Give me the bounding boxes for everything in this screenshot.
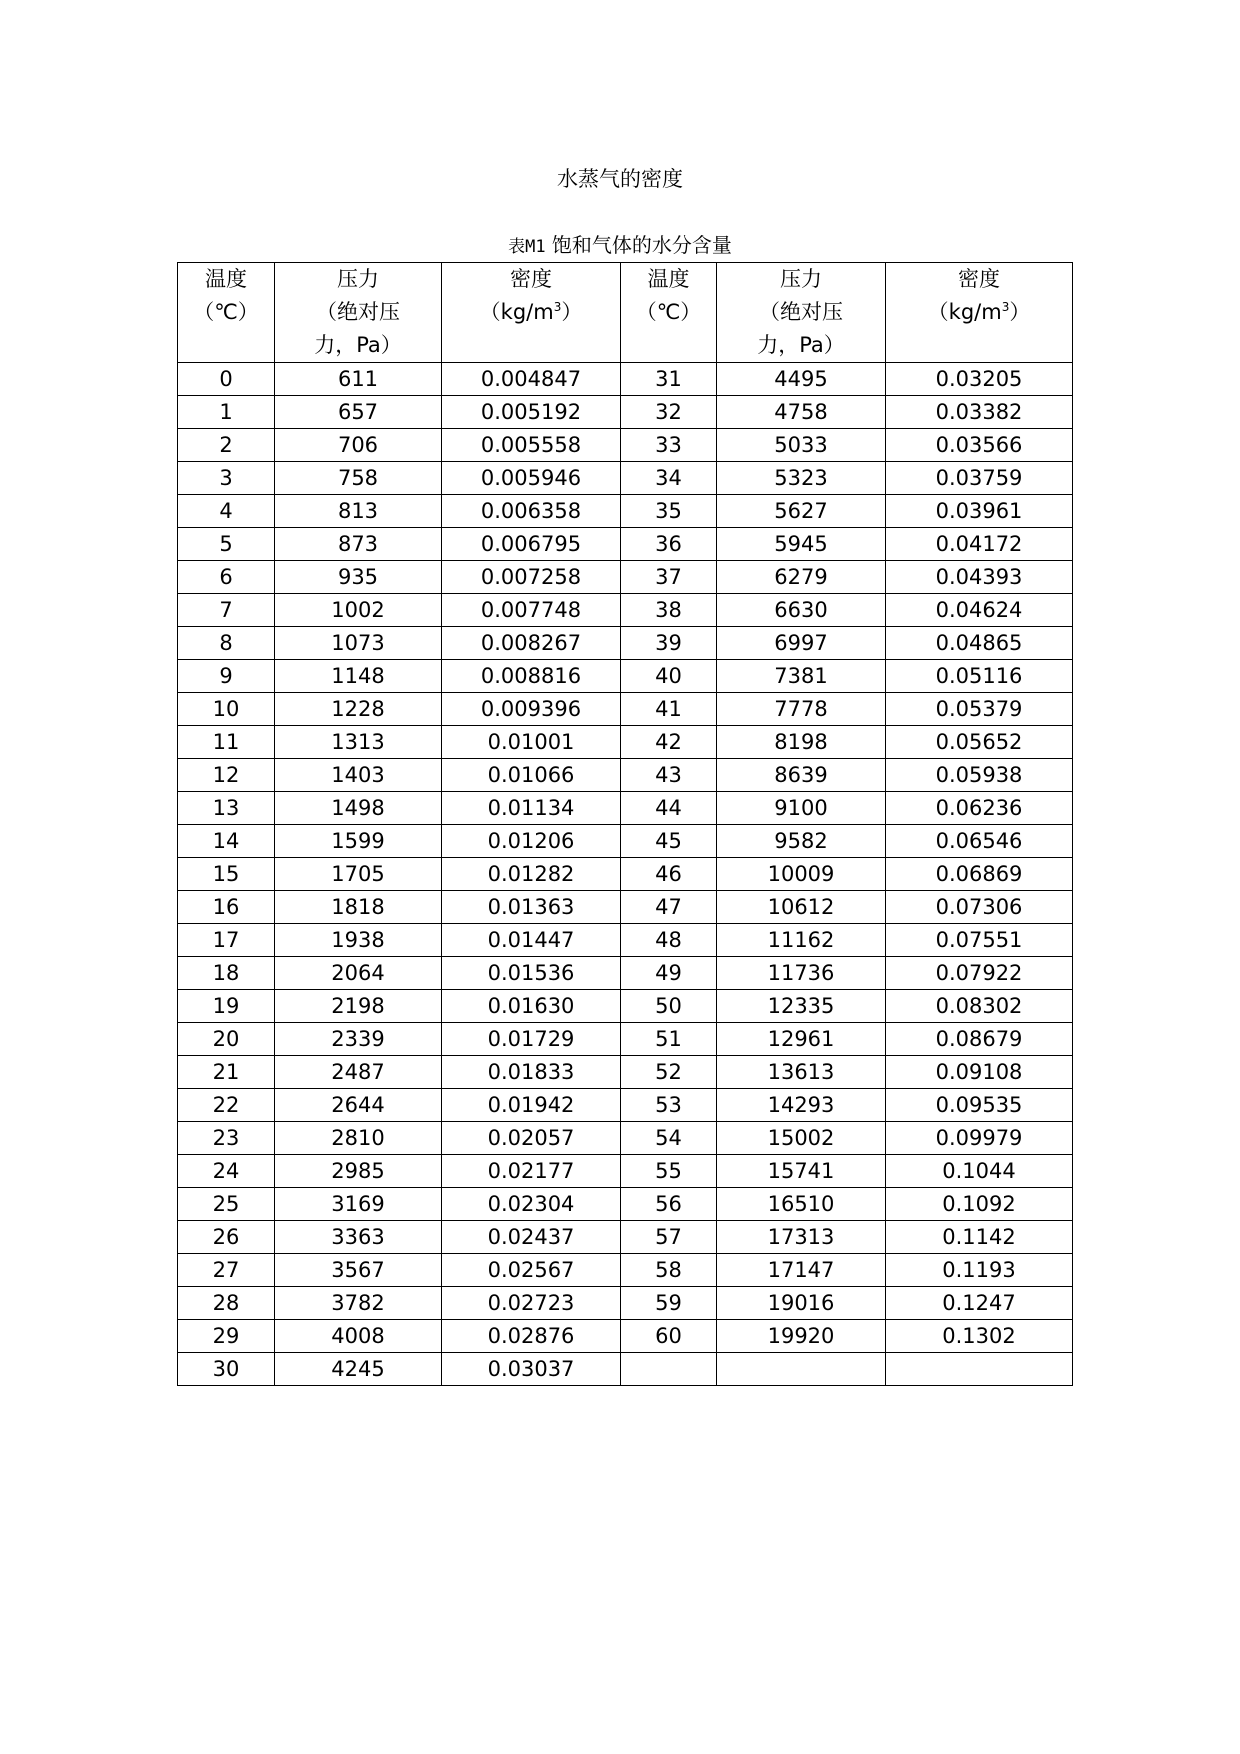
pressure-cell: 5945 (717, 528, 886, 561)
density-cell: 0.07306 (886, 891, 1073, 924)
table-row (178, 957, 1073, 990)
density-cell: 0.01066 (442, 759, 621, 792)
temperature-cell: 29 (178, 1320, 275, 1353)
pressure-cell: 5323 (717, 462, 886, 495)
temperature-cell: 10 (178, 693, 275, 726)
pressure-cell: 758 (275, 462, 442, 495)
temperature-cell: 12 (178, 759, 275, 792)
density-cell: 0.01134 (442, 792, 621, 825)
pressure-cell: 10009 (717, 858, 886, 891)
density-cell: 0.01001 (442, 726, 621, 759)
table-row (178, 825, 1073, 858)
table-row (178, 1056, 1073, 1089)
temperature-cell: 33 (621, 429, 717, 462)
density-cell: 0.009396 (442, 693, 621, 726)
pressure-cell: 7381 (717, 660, 886, 693)
pressure-cell: 813 (275, 495, 442, 528)
table-row (178, 363, 1073, 396)
temperature-cell: 58 (621, 1254, 717, 1287)
table-row (178, 1254, 1073, 1287)
pressure-cell: 13613 (717, 1056, 886, 1089)
temperature-cell (621, 1353, 717, 1386)
density-cell: 0.02723 (442, 1287, 621, 1320)
density-cell: 0.006795 (442, 528, 621, 561)
density-cell: 0.05116 (886, 660, 1073, 693)
density-cell: 0.005192 (442, 396, 621, 429)
temperature-cell: 5 (178, 528, 275, 561)
density-cell: 0.06236 (886, 792, 1073, 825)
density-cell: 0.02057 (442, 1122, 621, 1155)
temperature-cell: 20 (178, 1023, 275, 1056)
temperature-cell: 24 (178, 1155, 275, 1188)
temperature-cell: 3 (178, 462, 275, 495)
density-cell: 0.07551 (886, 924, 1073, 957)
table-row (178, 759, 1073, 792)
density-cell: 0.05938 (886, 759, 1073, 792)
table-row (178, 792, 1073, 825)
column-header-density-2: 密度 $(kg/m^3)$ (886, 263, 1073, 363)
document-title: 水蒸气的密度 (557, 167, 683, 191)
pressure-cell: 2644 (275, 1089, 442, 1122)
column-header-temperature-2: 温度 （℃） (621, 263, 717, 363)
pressure-cell: 16510 (717, 1188, 886, 1221)
column-header-temperature: 温度 （℃） (178, 263, 275, 363)
pressure-cell: 2810 (275, 1122, 442, 1155)
temperature-cell: 21 (178, 1056, 275, 1089)
temperature-cell: 31 (621, 363, 717, 396)
density-cell: 0.04624 (886, 594, 1073, 627)
pressure-cell: 4495 (717, 363, 886, 396)
density-cell: 0.005558 (442, 429, 621, 462)
density-cell: 0.004847 (442, 363, 621, 396)
pressure-cell: 7778 (717, 693, 886, 726)
pressure-cell: 5627 (717, 495, 886, 528)
table-row (178, 1122, 1073, 1155)
pressure-cell: 1938 (275, 924, 442, 957)
table-row (178, 660, 1073, 693)
table-row (178, 924, 1073, 957)
density-cell: 0.02437 (442, 1221, 621, 1254)
table-row (178, 429, 1073, 462)
temperature-cell: 19 (178, 990, 275, 1023)
pressure-cell: 1073 (275, 627, 442, 660)
temperature-cell: 50 (621, 990, 717, 1023)
pressure-cell: 4245 (275, 1353, 442, 1386)
density-cell: 0.1193 (886, 1254, 1073, 1287)
pressure-cell: 17313 (717, 1221, 886, 1254)
density-cell: 0.01942 (442, 1089, 621, 1122)
density-cell: 0.006358 (442, 495, 621, 528)
density-cell: 0.08679 (886, 1023, 1073, 1056)
temperature-cell: 54 (621, 1122, 717, 1155)
pressure-cell: 15741 (717, 1155, 886, 1188)
density-cell: 0.008267 (442, 627, 621, 660)
table-header-row (178, 263, 1073, 363)
density-cell: 0.03205 (886, 363, 1073, 396)
density-cell: 0.01630 (442, 990, 621, 1023)
table-row (178, 726, 1073, 759)
density-cell: 0.04865 (886, 627, 1073, 660)
pressure-cell: 19016 (717, 1287, 886, 1320)
pressure-cell: 11736 (717, 957, 886, 990)
temperature-cell: 15 (178, 858, 275, 891)
temperature-cell: 11 (178, 726, 275, 759)
temperature-cell: 26 (178, 1221, 275, 1254)
pressure-cell: 611 (275, 363, 442, 396)
temperature-cell: 32 (621, 396, 717, 429)
density-cell: 0.1247 (886, 1287, 1073, 1320)
density-cell: 0.01206 (442, 825, 621, 858)
density-cell: 0.03037 (442, 1353, 621, 1386)
density-cell: 0.09979 (886, 1122, 1073, 1155)
density-cell: 0.04393 (886, 561, 1073, 594)
table-row (178, 1089, 1073, 1122)
table-body (178, 363, 1073, 1386)
density-cell: 0.1092 (886, 1188, 1073, 1221)
table-row (178, 891, 1073, 924)
pressure-cell: 6279 (717, 561, 886, 594)
temperature-cell: 28 (178, 1287, 275, 1320)
temperature-cell: 35 (621, 495, 717, 528)
pressure-cell: 15002 (717, 1122, 886, 1155)
density-cell: 0.01833 (442, 1056, 621, 1089)
temperature-cell: 30 (178, 1353, 275, 1386)
temperature-cell: 37 (621, 561, 717, 594)
temperature-cell: 46 (621, 858, 717, 891)
pressure-cell: 2198 (275, 990, 442, 1023)
pressure-cell: 8198 (717, 726, 886, 759)
density-cell: 0.03566 (886, 429, 1073, 462)
pressure-cell: 2339 (275, 1023, 442, 1056)
pressure-cell: 1498 (275, 792, 442, 825)
pressure-cell: 1148 (275, 660, 442, 693)
pressure-cell: 8639 (717, 759, 886, 792)
pressure-cell: 3169 (275, 1188, 442, 1221)
pressure-cell: 1002 (275, 594, 442, 627)
temperature-cell: 57 (621, 1221, 717, 1254)
pressure-cell: 935 (275, 561, 442, 594)
temperature-cell: 55 (621, 1155, 717, 1188)
table-row (178, 1353, 1073, 1386)
table-row (178, 561, 1073, 594)
density-cell: 0.01282 (442, 858, 621, 891)
table-row (178, 462, 1073, 495)
temperature-cell: 56 (621, 1188, 717, 1221)
table-row (178, 627, 1073, 660)
density-cell: 0.08302 (886, 990, 1073, 1023)
temperature-cell: 6 (178, 561, 275, 594)
density-cell: 0.02876 (442, 1320, 621, 1353)
temperature-cell: 40 (621, 660, 717, 693)
table-row (178, 495, 1073, 528)
pressure-cell: 1599 (275, 825, 442, 858)
temperature-cell: 43 (621, 759, 717, 792)
table-row (178, 1023, 1073, 1056)
table-caption-label: 表M1 (508, 237, 546, 257)
density-cell: 0.02567 (442, 1254, 621, 1287)
temperature-cell: 39 (621, 627, 717, 660)
temperature-cell: 51 (621, 1023, 717, 1056)
pressure-cell: 19920 (717, 1320, 886, 1353)
temperature-cell: 9 (178, 660, 275, 693)
temperature-cell: 52 (621, 1056, 717, 1089)
density-cell: 0.1302 (886, 1320, 1073, 1353)
temperature-cell: 60 (621, 1320, 717, 1353)
temperature-cell: 18 (178, 957, 275, 990)
temperature-cell: 14 (178, 825, 275, 858)
temperature-cell: 4 (178, 495, 275, 528)
column-header-density: 密度 $(kg/m^3)$ (442, 263, 621, 363)
density-cell (886, 1353, 1073, 1386)
pressure-cell: 1228 (275, 693, 442, 726)
density-cell: 0.02304 (442, 1188, 621, 1221)
density-cell: 0.1142 (886, 1221, 1073, 1254)
table-row (178, 1287, 1073, 1320)
pressure-cell (717, 1353, 886, 1386)
density-cell: 0.05379 (886, 693, 1073, 726)
temperature-cell: 48 (621, 924, 717, 957)
pressure-cell: 873 (275, 528, 442, 561)
pressure-cell: 2064 (275, 957, 442, 990)
temperature-cell: 13 (178, 792, 275, 825)
table-caption (0, 232, 1240, 260)
density-cell: 0.008816 (442, 660, 621, 693)
density-cell: 0.06869 (886, 858, 1073, 891)
table-row (178, 858, 1073, 891)
table-row (178, 1155, 1073, 1188)
density-cell: 0.09108 (886, 1056, 1073, 1089)
pressure-cell: 6997 (717, 627, 886, 660)
density-cell: 0.01536 (442, 957, 621, 990)
pressure-cell: 4758 (717, 396, 886, 429)
column-header-pressure: 压力 （绝对压 力，Pa） (275, 263, 442, 363)
temperature-cell: 41 (621, 693, 717, 726)
density-cell: 0.06546 (886, 825, 1073, 858)
density-cell: 0.07922 (886, 957, 1073, 990)
pressure-cell: 1403 (275, 759, 442, 792)
density-cell: 0.03382 (886, 396, 1073, 429)
temperature-cell: 34 (621, 462, 717, 495)
temperature-cell: 7 (178, 594, 275, 627)
density-cell: 0.007748 (442, 594, 621, 627)
pressure-cell: 5033 (717, 429, 886, 462)
pressure-cell: 9582 (717, 825, 886, 858)
temperature-cell: 17 (178, 924, 275, 957)
pressure-cell: 706 (275, 429, 442, 462)
density-cell: 0.09535 (886, 1089, 1073, 1122)
table-row (178, 1188, 1073, 1221)
temperature-cell: 1 (178, 396, 275, 429)
table-row (178, 594, 1073, 627)
temperature-cell: 16 (178, 891, 275, 924)
table-caption-text: 饱和气体的水分含量 (551, 233, 732, 257)
temperature-cell: 0 (178, 363, 275, 396)
density-cell: 0.03961 (886, 495, 1073, 528)
pressure-cell: 2487 (275, 1056, 442, 1089)
pressure-cell: 1705 (275, 858, 442, 891)
table-row (178, 990, 1073, 1023)
pressure-cell: 14293 (717, 1089, 886, 1122)
density-cell: 0.007258 (442, 561, 621, 594)
pressure-cell: 3363 (275, 1221, 442, 1254)
temperature-cell: 44 (621, 792, 717, 825)
pressure-cell: 9100 (717, 792, 886, 825)
pressure-cell: 6630 (717, 594, 886, 627)
pressure-cell: 10612 (717, 891, 886, 924)
pressure-cell: 1313 (275, 726, 442, 759)
pressure-cell: 2985 (275, 1155, 442, 1188)
density-cell: 0.01729 (442, 1023, 621, 1056)
temperature-cell: 25 (178, 1188, 275, 1221)
density-cell: 0.005946 (442, 462, 621, 495)
temperature-cell: 42 (621, 726, 717, 759)
pressure-cell: 3782 (275, 1287, 442, 1320)
column-header-pressure-2: 压力 （绝对压 力，Pa） (717, 263, 886, 363)
pressure-cell: 11162 (717, 924, 886, 957)
temperature-cell: 22 (178, 1089, 275, 1122)
pressure-cell: 17147 (717, 1254, 886, 1287)
density-cell: 0.04172 (886, 528, 1073, 561)
temperature-cell: 27 (178, 1254, 275, 1287)
pressure-cell: 12335 (717, 990, 886, 1023)
temperature-cell: 53 (621, 1089, 717, 1122)
pressure-cell: 1818 (275, 891, 442, 924)
pressure-cell: 12961 (717, 1023, 886, 1056)
pressure-cell: 4008 (275, 1320, 442, 1353)
temperature-cell: 47 (621, 891, 717, 924)
temperature-cell: 23 (178, 1122, 275, 1155)
density-cell: 0.01363 (442, 891, 621, 924)
density-cell: 0.02177 (442, 1155, 621, 1188)
table-row (178, 1221, 1073, 1254)
table-row (178, 1320, 1073, 1353)
table-row (178, 396, 1073, 429)
temperature-cell: 49 (621, 957, 717, 990)
pressure-cell: 3567 (275, 1254, 442, 1287)
table-row (178, 528, 1073, 561)
temperature-cell: 45 (621, 825, 717, 858)
density-cell: 0.01447 (442, 924, 621, 957)
saturated-gas-moisture-table (177, 262, 1073, 1386)
temperature-cell: 59 (621, 1287, 717, 1320)
density-cell: 0.1044 (886, 1155, 1073, 1188)
table-row (178, 693, 1073, 726)
pressure-cell: 657 (275, 396, 442, 429)
temperature-cell: 38 (621, 594, 717, 627)
temperature-cell: 36 (621, 528, 717, 561)
temperature-cell: 8 (178, 627, 275, 660)
density-cell: 0.05652 (886, 726, 1073, 759)
temperature-cell: 2 (178, 429, 275, 462)
density-cell: 0.03759 (886, 462, 1073, 495)
